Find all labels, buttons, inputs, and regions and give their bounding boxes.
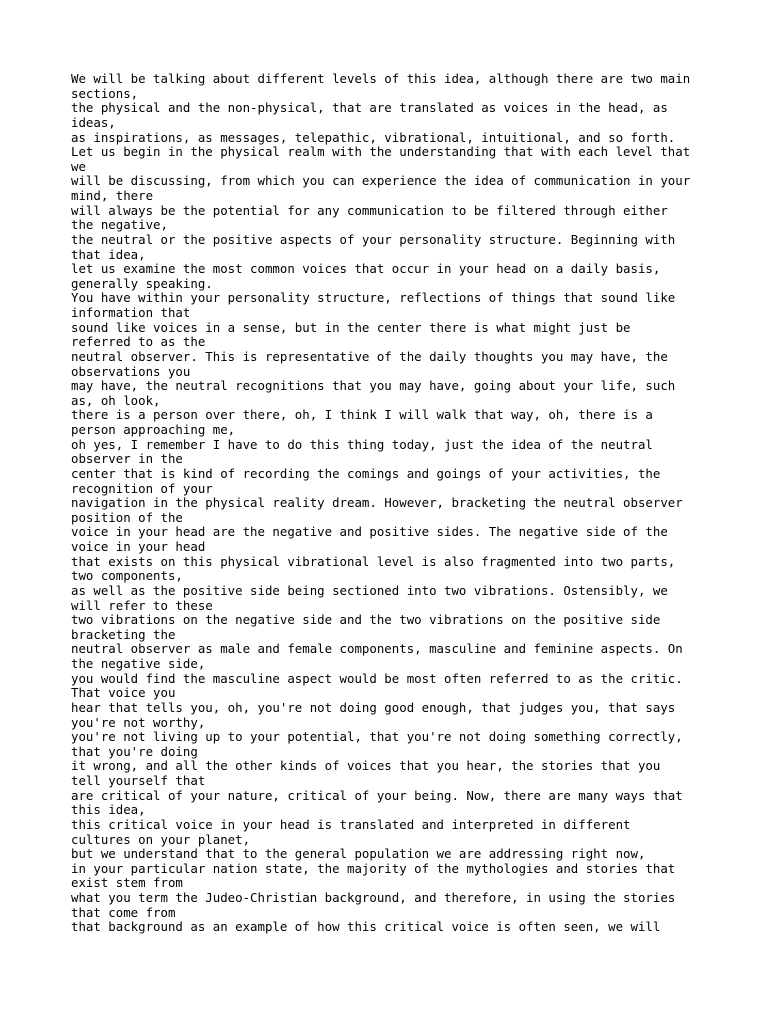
text-line: may have, the neutral recognitions that you may have, going about your life, such: [71, 378, 676, 394]
document-body-text: [71, 72, 761, 935]
text-line: in your particular nation state, the majority of the mythologies and stories that: [71, 860, 676, 876]
text-line: the negative side,: [71, 656, 206, 671]
text-line: hear that tells you, oh, you're not doing good enough, that judges you, that says: [71, 699, 676, 715]
text-line: sound like voices in a sense, but in the center there is what might just be: [71, 319, 631, 335]
text-line: you're not worthy,: [71, 714, 206, 730]
text-line: are critical of your nature, critical of your being. Now, there are many ways that: [71, 787, 683, 803]
text-line: but we understand that to the general population we are addressing right now,: [71, 846, 646, 862]
text-line: voice in your head: [71, 539, 206, 554]
text-line: ideas,: [71, 114, 116, 130]
text-line: cultures on your planet,: [71, 831, 251, 847]
text-line: You have within your personality structure, reflections of things that sound like: [71, 290, 676, 306]
text-line: information that: [71, 305, 191, 320]
text-line: tell yourself that: [71, 773, 206, 788]
text-line: what you term the Judeo-Christian background, and therefore, in using the stories: [71, 890, 676, 905]
text-line: it wrong, and all the other kinds of voices that you hear, the stories that you: [71, 758, 661, 774]
text-line: you're not living up to your potential, that you're not doing something correctly,: [71, 729, 683, 745]
text-line: this idea,: [71, 802, 146, 818]
text-line: that come from: [71, 904, 176, 920]
text-line: navigation in the physical reality dream. However, bracketing the neutral observer: [71, 495, 683, 511]
text-line: sections,: [71, 85, 139, 101]
text-line: that you're doing: [71, 743, 198, 759]
text-line: will be discussing, from which you can experience the idea of communication in your: [71, 173, 691, 189]
text-line: voice in your head are the negative and positive sides. The negative side of the: [71, 524, 668, 540]
text-line: as, oh look,: [71, 392, 161, 408]
text-line: observations you: [71, 363, 191, 379]
text-line: let us examine the most common voices that occur in your head on a daily basis,: [71, 261, 661, 277]
text-line: bracketing the: [71, 626, 176, 642]
text-line: recognition of your: [71, 480, 213, 496]
text-line: we: [71, 158, 86, 174]
text-line: neutral observer. This is representative of the daily thoughts you may have, the: [71, 348, 668, 364]
text-line: as inspirations, as messages, telepathic, vibrational, intuitional, and so forth.: [71, 129, 676, 145]
text-line: oh yes, I remember I have to do this thing today, just the idea of the neutral: [71, 436, 653, 452]
text-line: that background as an example of how this critical voice is often seen, we will: [71, 919, 661, 935]
text-line: neutral observer as male and female components, masculine and feminine aspects. On: [71, 641, 683, 657]
text-line: there is a person over there, oh, I think I will walk that way, oh, there is a: [71, 407, 653, 423]
text-line: person approaching me,: [71, 422, 236, 437]
text-line: We will be talking about different levels of this idea, although there are two main: [71, 71, 691, 86]
text-line: the physical and the non-physical, that are translated as voices in the head, as: [71, 100, 668, 116]
text-line: you would find the masculine aspect would be most often referred to as the critic.: [71, 670, 683, 686]
text-line: That voice you: [71, 685, 176, 701]
text-line: the neutral or the positive aspects of your personality structure. Beginning with: [71, 231, 676, 247]
text-line: will refer to these: [71, 597, 213, 613]
text-line: observer in the: [71, 451, 183, 467]
text-line: mind, there: [71, 188, 154, 203]
text-line: two components,: [71, 568, 183, 584]
text-line: this critical voice in your head is translated and interpreted in different: [71, 816, 631, 832]
text-line: two vibrations on the negative side and the two vibrations on the positive side: [71, 612, 661, 628]
text-line: will always be the potential for any communication to be filtered through either: [71, 202, 668, 218]
text-line: as well as the positive side being sectioned into two vibrations. Ostensibly, we: [71, 582, 668, 598]
text-line: that idea,: [71, 246, 146, 262]
text-line: position of the: [71, 509, 183, 525]
text-line: exist stem from: [71, 875, 183, 891]
text-line: generally speaking.: [71, 275, 213, 291]
text-line: the negative,: [71, 217, 168, 233]
text-line: that exists on this physical vibrational level is also fragmented into two parts,: [71, 553, 676, 569]
text-line: referred to as the: [71, 334, 206, 350]
text-line: Let us begin in the physical realm with the understanding that with each level that: [71, 144, 691, 160]
text-line: center that is kind of recording the comings and goings of your activities, the: [71, 465, 661, 481]
